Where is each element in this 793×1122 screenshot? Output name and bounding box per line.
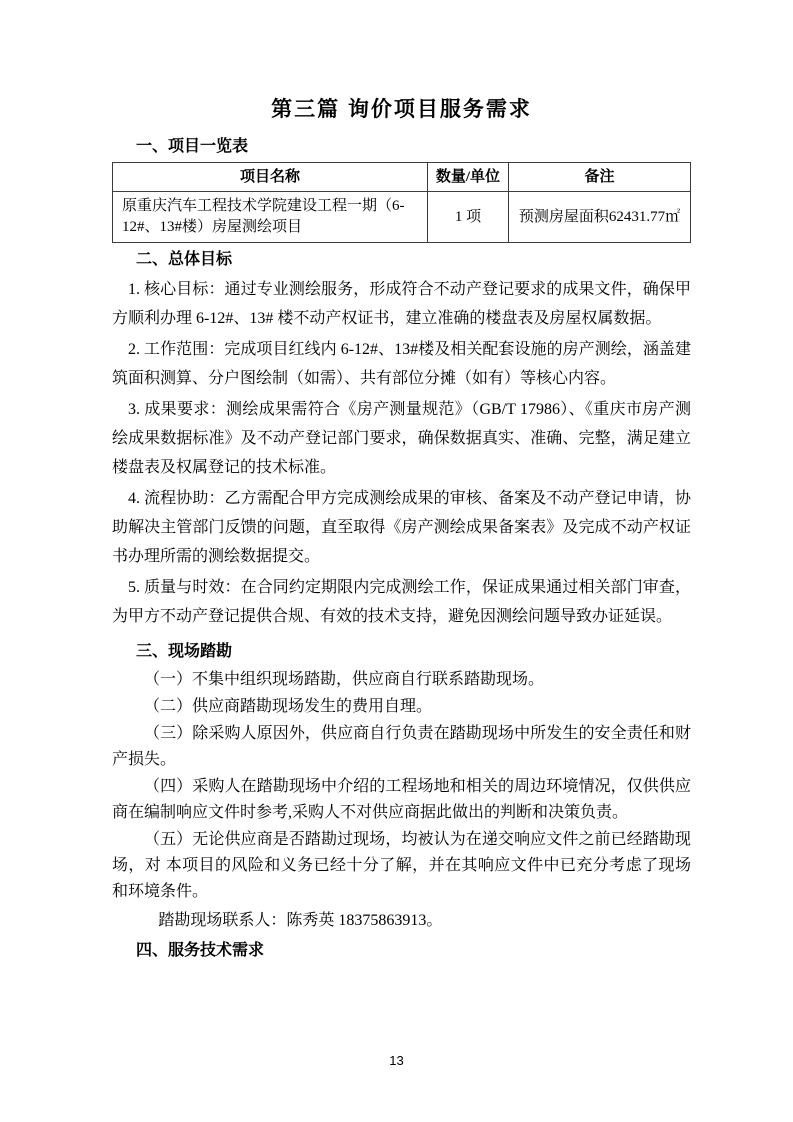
section-heading-tech-requirements: 四、服务技术需求 <box>136 942 265 959</box>
page-title: 第三篇 询价项目服务需求 <box>271 98 532 121</box>
section-heading-overview: 一、项目一览表 <box>136 138 249 155</box>
paragraph-result-requirements: 3. 成果要求：测绘成果需符合《房产测量规范》（GB/T 17986）、《重庆市房产测绘成果数据标准》及不动产登记部门要求，确保数据真实、准确、完整，满足建立楼盘表及权属登记的技术标准。 <box>112 401 691 476</box>
section-heading-overall-goal: 二、总体目标 <box>136 251 233 268</box>
section-heading-site-survey: 三、现场踏勘 <box>136 643 233 660</box>
table-cell-quantity: 1 项 <box>428 192 509 243</box>
site-survey-item-1: （一）不集中组织现场踏勘，供应商自行联系踏勘现场。 <box>144 671 545 688</box>
site-survey-contact-line: 踏勘现场联系人：陈秀英 18375863913。 <box>158 912 443 929</box>
project-overview-table <box>112 162 691 243</box>
site-survey-item-4: （四）采购人在踏勘现场中介绍的工程场地和相关的周边环境情况，仅供供应商在编制响应文件时参考,采购人不对供应商据此做出的判断和决策负责。 <box>112 778 691 821</box>
paragraph-quality-timeliness: 5. 质量与时效：在合同约定期限内完成测绘工作，保证成果通过相关部门审查，为甲方不动产登记提供合规、有效的技术支持，避免因测绘问题导致办证延误。 <box>112 579 691 625</box>
site-survey-item-5: （五）无论供应商是否踏勘过现场，均被认为在递交响应文件之前已经踏勘现场，对 本项目的风险和义务已经十分了解，并在其响应文件中已充分考虑了现场和环境条件。 <box>112 831 691 900</box>
site-survey-item-3: （三）除采购人原因外，供应商自行负责在踏勘现场中所发生的安全责任和财产损失。 <box>112 725 691 768</box>
paragraph-core-goal: 1. 核心目标：通过专业测绘服务，形成符合不动产登记要求的成果文件，确保甲方顺利办理 6-12#、13# 楼不动产权证书，建立准确的楼盘表及房屋权属数据。 <box>112 281 691 327</box>
page-number: 13 <box>389 1053 404 1068</box>
table-cell-remark: 预测房屋面积62431.77㎡ <box>508 192 690 243</box>
paragraph-process-assistance: 4. 流程协助：乙方需配合甲方完成测绘成果的审核、备案及不动产登记申请，协助解决主管部门反馈的问题，直至取得《房产测绘成果备案表》及完成不动产权证书办理所需的测绘数据提交。 <box>112 490 691 565</box>
table-header-row <box>113 163 691 192</box>
table-header-project-name: 项目名称 <box>113 163 428 192</box>
table-cell-project-name: 原重庆汽车工程技术学院建设工程一期（6-12#、13#楼）房屋测绘项目 <box>113 192 428 243</box>
paragraph-work-scope: 2. 工作范围：完成项目红线内 6-12#、13#楼及相关配套设施的房产测绘，涵盖建筑面积测算、分户图绘制（如需）、共有部位分摊（如有）等核心内容。 <box>112 341 691 387</box>
site-survey-item-2: （二）供应商踏勘现场发生的费用自理。 <box>144 698 433 715</box>
table-header-quantity-unit: 数量/单位 <box>428 163 509 192</box>
table-header-remark: 备注 <box>508 163 690 192</box>
table-row <box>113 192 691 243</box>
